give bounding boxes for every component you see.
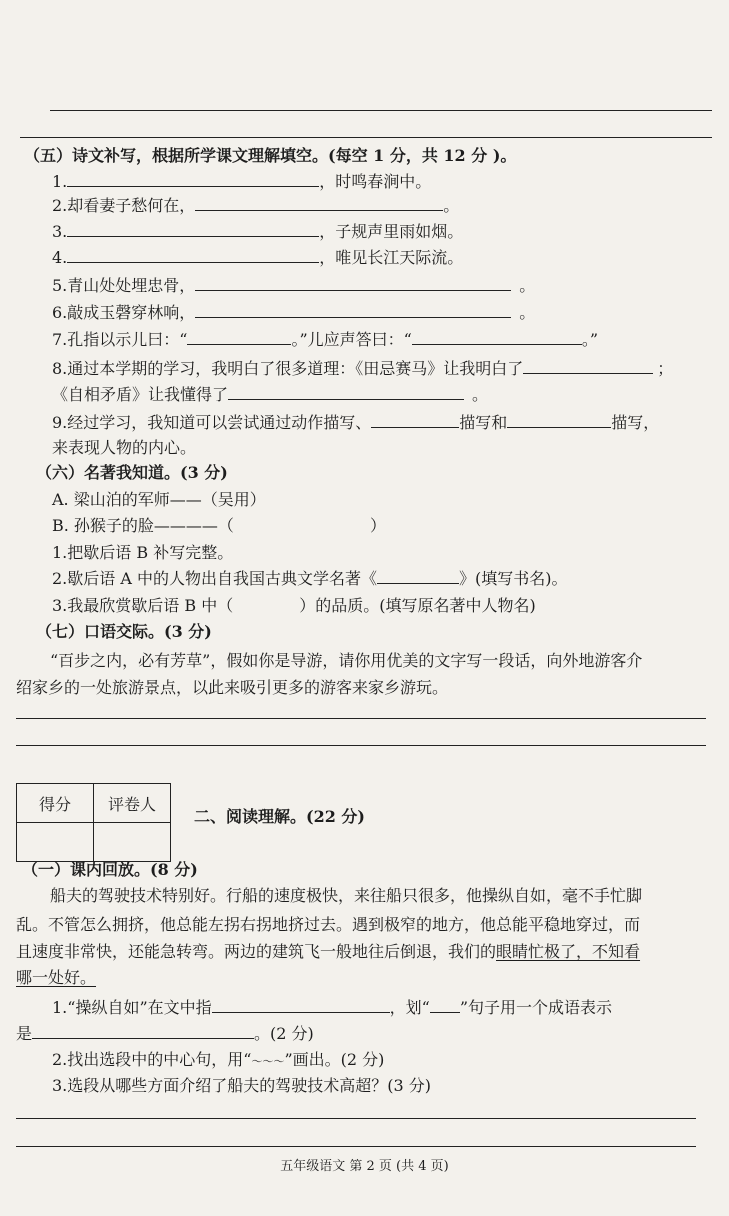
blank[interactable] — [412, 330, 582, 345]
blank[interactable] — [67, 172, 319, 187]
section-5-title: （五）诗文补写，根据所学课文理解填空。(每空 1 分，共 12 分 )。 — [24, 146, 517, 165]
blank[interactable] — [430, 998, 460, 1013]
wavy-line-mark: ～～～ — [251, 1055, 285, 1068]
score-header: 得分 — [17, 784, 94, 823]
section-7-prompt-1: “百步之内，必有芳草”，假如你是导游，请你用优美的文字写一段话，向外地游客介 — [50, 651, 643, 670]
question-5-8a: 8.通过本学期的学习，我明白了很多道理：《田忌赛马》让我明白了 ； — [52, 359, 674, 378]
section-7-title: （七）口语交际。(3 分) — [36, 622, 212, 641]
question-5-6: 6.敲成玉磬穿林响， 。 — [52, 303, 536, 322]
answer-line — [50, 110, 712, 111]
question-2-2: 2.找出选段中的中心句，用“～～～”画出。(2 分) — [52, 1050, 385, 1069]
blank[interactable] — [195, 196, 443, 211]
question-5-3: 3. ，子规声里雨如烟。 — [52, 222, 464, 241]
page-footer: 五年级语文 第 2 页 (共 4 页) — [280, 1159, 449, 1174]
question-5-4: 4. ，唯见长江天际流。 — [52, 248, 464, 267]
question-2-3: 3.选段从哪些方面介绍了船夫的驾驶技术高超？(3 分) — [52, 1076, 432, 1095]
underlined-sentence: 眼睛忙极了，不知看 — [496, 942, 641, 961]
grader-header: 评卷人 — [94, 784, 171, 823]
blank[interactable] — [523, 359, 653, 374]
passage-line: 且速度非常快，还能急转弯。两边的建筑飞一般地往后倒退，我们的眼睛忙极了，不知看 — [16, 942, 641, 961]
score-table — [16, 783, 171, 862]
answer-line — [16, 718, 706, 719]
question-6-3: 3.我最欣赏歇后语 B 中（ ）的品质。(填写原名著中人物名) — [52, 596, 536, 615]
proverb-b: B. 孙猴子的脸————（ ） — [52, 516, 386, 535]
question-5-1: 1. ，时鸣春涧中。 — [52, 172, 432, 191]
passage-line: 乱。不管怎么拥挤，他总能左拐右拐地挤过去。遇到极窄的地方，他总能平稳地穿过，而 — [16, 915, 641, 934]
blank[interactable] — [187, 330, 291, 345]
part-2-title: 二、阅读理解。(22 分) — [194, 807, 365, 826]
answer-line — [16, 745, 706, 746]
blank[interactable] — [212, 998, 390, 1013]
section-6-title: （六）名著我知道。(3 分) — [36, 463, 228, 482]
question-6-1: 1.把歇后语 B 补写完整。 — [52, 543, 234, 562]
question-5-9: 9.经过学习，我知道可以尝试通过动作描写、 描写和 描写， — [52, 413, 660, 432]
blank[interactable] — [228, 385, 464, 400]
part-2-sub-1: （一）课内回放。(8 分) — [22, 860, 198, 879]
grader-cell[interactable] — [94, 823, 171, 862]
question-6-2: 2.歇后语 A 中的人物出自我国古典文学名著《 》(填写书名)。 — [52, 569, 568, 588]
section-7-prompt-2: 绍家乡的一处旅游景点，以此来吸引更多的游客来家乡游玩。 — [16, 678, 449, 697]
question-5-9-cont: 来表现人物的内心。 — [52, 438, 197, 457]
blank[interactable] — [67, 248, 319, 263]
blank[interactable] — [195, 276, 511, 291]
passage-line: 船夫的驾驶技术特别好。行船的速度极快，来往船只很多，他操纵自如，毫不手忙脚 — [50, 886, 643, 905]
question-5-5: 5.青山处处埋忠骨， 。 — [52, 276, 536, 295]
question-2-1-cont: 是 。(2 分) — [16, 1024, 314, 1043]
answer-line — [20, 137, 712, 138]
proverb-a: A. 梁山泊的军师——（吴用） — [52, 490, 266, 509]
underlined-sentence: 哪一处好。 — [16, 968, 97, 987]
blank[interactable] — [377, 569, 459, 584]
blank[interactable] — [67, 222, 319, 237]
score-cell[interactable] — [17, 823, 94, 862]
answer-line — [16, 1146, 696, 1147]
blank[interactable] — [32, 1024, 254, 1039]
question-2-1: 1.“操纵自如”在文中指 ，划“ ”句子用一个成语表示 — [52, 998, 613, 1017]
blank[interactable] — [195, 303, 511, 318]
question-5-8b: 《自相矛盾》让我懂得了 。 — [52, 385, 489, 404]
blank[interactable] — [507, 413, 611, 428]
answer-line — [16, 1118, 696, 1119]
blank[interactable] — [371, 413, 459, 428]
question-5-2: 2.却看妻子愁何在， 。 — [52, 196, 460, 215]
question-5-7: 7.孔指以示儿曰：“ 。”儿应声答曰：“ 。” — [52, 330, 599, 349]
